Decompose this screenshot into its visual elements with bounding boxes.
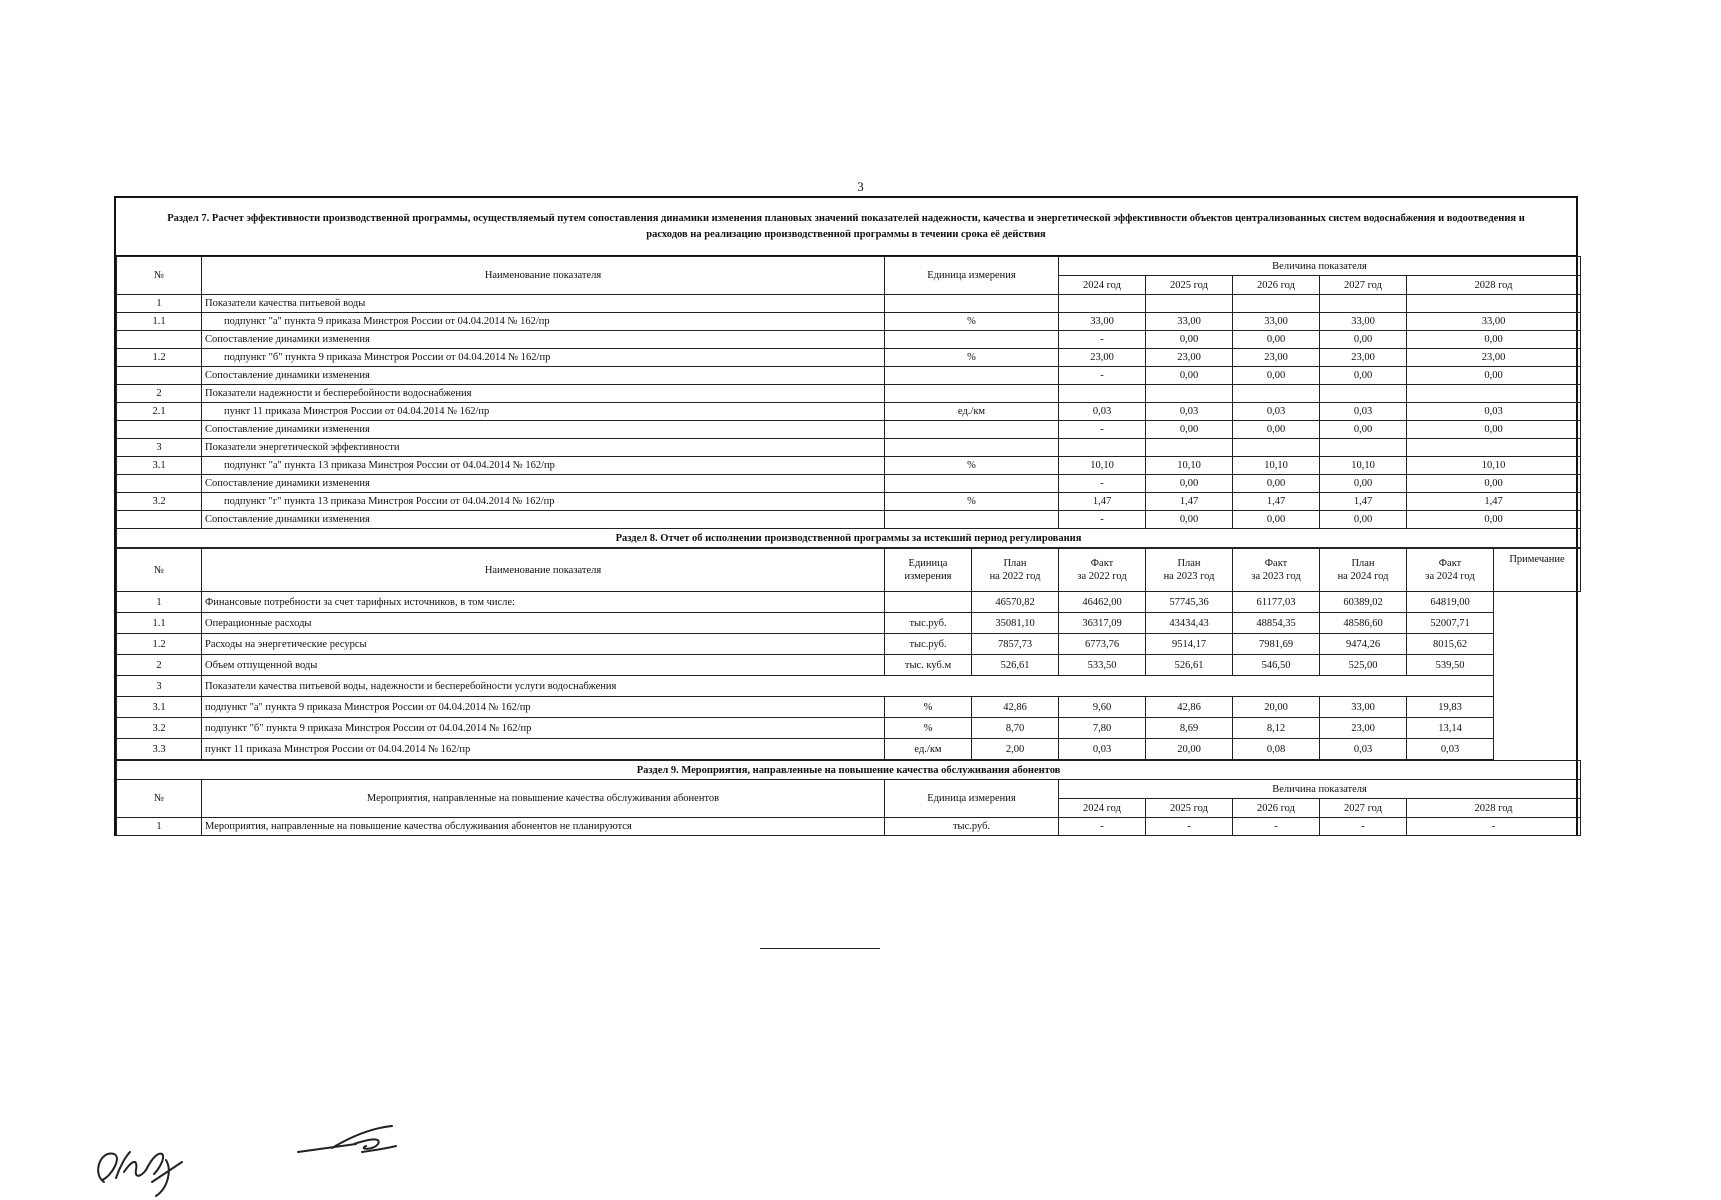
row-unit: % [885,313,1059,331]
table-row [117,493,1581,511]
row-value: 7,80 [1059,718,1146,739]
header-fact-2022: Факт за 2022 год [1059,549,1146,592]
section8-title: Раздел 8. Отчет об исполнении производственной программы за истекший период регулирования [117,529,1581,548]
row-name: Мероприятия, направленные на повышение качества обслуживания абонентов не планируются [202,818,885,836]
header-year: 2027 год [1320,276,1407,295]
row-value: 539,50 [1407,655,1494,676]
row-value: - [1059,331,1146,349]
header-year: 2025 год [1146,799,1233,818]
row-name: Показатели качества питьевой воды [202,295,885,313]
row-value: 0,00 [1233,475,1320,493]
row-unit [885,385,1059,403]
row-num: 2 [117,655,202,676]
row-value: 23,00 [1059,349,1146,367]
header-note: Примечание [1494,549,1581,592]
row-value: 33,00 [1320,697,1407,718]
row-value: 0,00 [1407,367,1581,385]
row-value [1059,295,1146,313]
row-name: подпункт "а" пункта 9 приказа Минстроя России от 04.04.2014 № 162/пр [202,697,885,718]
row-value: - [1407,818,1581,836]
row-value: 23,00 [1407,349,1581,367]
row-value: 60389,02 [1320,592,1407,613]
table-row [117,349,1581,367]
row-value: 0,00 [1146,331,1233,349]
row-value: 23,00 [1320,718,1407,739]
row-value: 10,10 [1059,457,1146,475]
row-value [1059,439,1146,457]
row-value: - [1059,475,1146,493]
header-plan-2022: План на 2022 год [972,549,1059,592]
header-fact-2023: Факт за 2023 год [1233,549,1320,592]
row-num [117,367,202,385]
row-value: 8,12 [1233,718,1320,739]
row-name: Финансовые потребности за счет тарифных источников, в том числе: [202,592,885,613]
row-value: 46462,00 [1059,592,1146,613]
header-num: № [117,549,202,592]
row-value [1146,295,1233,313]
row-value: 0,00 [1320,475,1407,493]
row-value: 0,08 [1233,739,1320,760]
row-value: 13,14 [1407,718,1494,739]
table-row [117,739,1581,760]
row-name: подпункт "а" пункта 13 приказа Минстроя России от 04.04.2014 № 162/пр [202,457,885,475]
table-row [117,655,1581,676]
row-name: Показатели качества питьевой воды, надежности и бесперебойности услуги водоснабжения [202,676,1494,697]
row-name: Сопоставление динамики изменения [202,421,885,439]
row-value: 0,00 [1146,367,1233,385]
table-row [117,385,1581,403]
row-value [1320,439,1407,457]
page-number: 3 [857,179,864,194]
row-value: - [1059,367,1146,385]
row-value: 33,00 [1146,313,1233,331]
header-unit: Единица измерения [885,549,972,592]
handwritten-signature-right [292,1122,412,1162]
row-value: 9474,26 [1320,634,1407,655]
row-unit: тыс.руб. [885,634,972,655]
table-row [117,331,1581,349]
row-value: 0,00 [1407,331,1581,349]
row-value: 57745,36 [1146,592,1233,613]
row-num: 1 [117,818,202,836]
header-unit: Единица измерения [885,257,1059,295]
row-unit: % [885,349,1059,367]
row-unit: тыс.руб. [885,818,1059,836]
row-value: 6773,76 [1059,634,1146,655]
row-value: 43434,43 [1146,613,1233,634]
row-value: - [1059,511,1146,529]
table-row [117,697,1581,718]
row-unit [885,439,1059,457]
row-unit [885,367,1059,385]
row-value: 48854,35 [1233,613,1320,634]
row-unit [885,331,1059,349]
row-unit: % [885,718,972,739]
row-value [1407,439,1581,457]
row-value: 546,50 [1233,655,1320,676]
row-name: Расходы на энергетические ресурсы [202,634,885,655]
header-value: Величина показателя [1059,257,1581,276]
table-row [117,676,1581,697]
row-value: 1,47 [1320,493,1407,511]
row-value [1146,439,1233,457]
row-value: 52007,71 [1407,613,1494,634]
row-value: 10,10 [1320,457,1407,475]
row-name: Показатели надежности и бесперебойности водоснабжения [202,385,885,403]
row-value: 20,00 [1233,697,1320,718]
table-row [117,367,1581,385]
row-value: 61177,03 [1233,592,1320,613]
row-value: - [1059,421,1146,439]
row-value: 7857,73 [972,634,1059,655]
row-value: 0,03 [1320,739,1407,760]
header-plan-2024: План на 2024 год [1320,549,1407,592]
row-value: 526,61 [1146,655,1233,676]
row-value: 1,47 [1059,493,1146,511]
row-name: подпункт "б" пункта 9 приказа Минстроя России от 04.04.2014 № 162/пр [202,718,885,739]
header-unit: Единица измерения [885,780,1059,818]
row-value: 0,03 [1407,739,1494,760]
header-value: Величина показателя [1059,780,1581,799]
header-name: Наименование показателя [202,549,885,592]
header-year: 2028 год [1407,799,1581,818]
row-num [117,331,202,349]
row-value: 19,83 [1407,697,1494,718]
row-value: 0,00 [1146,475,1233,493]
row-unit: тыс.руб. [885,613,972,634]
row-value [1233,385,1320,403]
row-value: 10,10 [1407,457,1581,475]
row-name: Сопоставление динамики изменения [202,511,885,529]
row-value: 0,03 [1146,403,1233,421]
row-value: 0,03 [1059,403,1146,421]
row-name: Операционные расходы [202,613,885,634]
row-value: 0,00 [1320,421,1407,439]
row-name: подпункт "г" пункта 13 приказа Минстроя России от 04.04.2014 № 162/пр [202,493,885,511]
row-value: 0,03 [1407,403,1581,421]
row-value: 48586,60 [1320,613,1407,634]
row-value: 2,00 [972,739,1059,760]
row-value: 33,00 [1407,313,1581,331]
row-value: 0,03 [1233,403,1320,421]
row-value [1146,385,1233,403]
row-num: 1.2 [117,634,202,655]
row-value: 9514,17 [1146,634,1233,655]
row-value [1233,295,1320,313]
row-value: - [1059,818,1146,836]
row-value: 8015,62 [1407,634,1494,655]
header-year: 2026 год [1233,276,1320,295]
row-value: 35081,10 [972,613,1059,634]
table-row [117,421,1581,439]
row-value: 33,00 [1233,313,1320,331]
row-num: 3.1 [117,697,202,718]
header-name: Мероприятия, направленные на повышение качества обслуживания абонентов [202,780,885,818]
row-num [117,421,202,439]
row-value: 0,00 [1233,421,1320,439]
row-num: 2 [117,385,202,403]
row-value: 7981,69 [1233,634,1320,655]
row-value: 0,00 [1233,511,1320,529]
row-name: Сопоставление динамики изменения [202,331,885,349]
row-unit [885,511,1059,529]
row-value [1407,295,1581,313]
row-unit [885,295,1059,313]
row-value: 42,86 [1146,697,1233,718]
row-value: 0,00 [1320,367,1407,385]
row-num: 3.2 [117,718,202,739]
header-year: 2024 год [1059,799,1146,818]
row-value: 33,00 [1320,313,1407,331]
row-unit: % [885,493,1059,511]
row-value: 10,10 [1146,457,1233,475]
row-name: подпункт "б" пункта 9 приказа Минстроя России от 04.04.2014 № 162/пр [202,349,885,367]
row-value: 64819,00 [1407,592,1494,613]
table-row [117,457,1581,475]
row-unit: ед./км [885,739,972,760]
row-value: 0,03 [1059,739,1146,760]
header-year: 2024 год [1059,276,1146,295]
row-name: Объем отпущенной воды [202,655,885,676]
section9-title: Раздел 9. Мероприятия, направленные на повышение качества обслуживания абонентов [117,761,1581,780]
section7-title: Раздел 7. Расчет эффективности производственной программы, осуществляемый путем сопоставления динамики изменения плановых значений показателей надежности, качества и энергетической эффективности объектов централизованных систем водоснабжения и водоотведения и расходов на реализацию производственной программы в течении срока её действия [116,198,1576,256]
header-num: № [117,780,202,818]
header-year: 2028 год [1407,276,1581,295]
row-num: 1 [117,295,202,313]
table-row [117,613,1581,634]
row-unit [885,421,1059,439]
table-row [117,718,1581,739]
row-unit [885,592,972,613]
row-value [1320,295,1407,313]
row-unit: ед./км [885,403,1059,421]
row-num: 3.2 [117,493,202,511]
header-year: 2025 год [1146,276,1233,295]
row-name: Сопоставление динамики изменения [202,475,885,493]
row-value: 23,00 [1320,349,1407,367]
row-value: 526,61 [972,655,1059,676]
row-num: 1.2 [117,349,202,367]
section7-table [116,256,1581,548]
row-num: 3 [117,676,202,697]
footer-divider [760,948,880,949]
row-name: подпункт "а" пункта 9 приказа Минстроя России от 04.04.2014 № 162/пр [202,313,885,331]
table-row [117,511,1581,529]
section8-table [116,548,1581,760]
row-value: 1,47 [1407,493,1581,511]
row-unit [885,475,1059,493]
row-num: 3.3 [117,739,202,760]
row-unit: % [885,697,972,718]
table-row [117,592,1581,613]
row-value: - [1320,818,1407,836]
section9-table [116,760,1581,836]
row-unit: % [885,457,1059,475]
header-plan-2023: План на 2023 год [1146,549,1233,592]
row-value: 1,47 [1233,493,1320,511]
row-num [117,475,202,493]
row-value: 9,60 [1059,697,1146,718]
header-year: 2027 год [1320,799,1407,818]
row-value: 10,10 [1233,457,1320,475]
row-value: - [1146,818,1233,836]
table-row [117,313,1581,331]
row-value: 0,00 [1320,511,1407,529]
row-value: 0,00 [1233,331,1320,349]
row-num: 1.1 [117,613,202,634]
row-value: 0,00 [1233,367,1320,385]
row-value: 36317,09 [1059,613,1146,634]
row-value: 8,70 [972,718,1059,739]
row-value: - [1233,818,1320,836]
row-value [1059,385,1146,403]
row-name: пункт 11 приказа Минстроя России от 04.04.2014 № 162/пр [202,403,885,421]
table-row [117,475,1581,493]
row-value: 0,03 [1320,403,1407,421]
row-num [117,511,202,529]
row-value: 8,69 [1146,718,1233,739]
row-value: 23,00 [1233,349,1320,367]
table-row [117,634,1581,655]
header-num: № [117,257,202,295]
row-value [1407,385,1581,403]
row-value: 0,00 [1407,421,1581,439]
header-fact-2024: Факт за 2024 год [1407,549,1494,592]
row-name: Показатели энергетической эффективности [202,439,885,457]
row-unit: тыс. куб.м [885,655,972,676]
table-row [117,818,1581,836]
document-table-frame [114,196,1578,836]
row-value: 525,00 [1320,655,1407,676]
row-value: 20,00 [1146,739,1233,760]
row-num: 3.1 [117,457,202,475]
row-value: 23,00 [1146,349,1233,367]
row-value [1233,439,1320,457]
handwritten-signature-left [86,1130,206,1200]
row-value: 46570,82 [972,592,1059,613]
table-row [117,439,1581,457]
row-num: 3 [117,439,202,457]
row-num: 1.1 [117,313,202,331]
row-value: 0,00 [1407,475,1581,493]
row-value: 0,00 [1320,331,1407,349]
table-row [117,295,1581,313]
table-row [117,403,1581,421]
row-value: 533,50 [1059,655,1146,676]
row-value: 33,00 [1059,313,1146,331]
row-value: 0,00 [1407,511,1581,529]
row-value: 1,47 [1146,493,1233,511]
row-name: Сопоставление динамики изменения [202,367,885,385]
row-value [1320,385,1407,403]
row-value: 0,00 [1146,421,1233,439]
row-value: 0,00 [1146,511,1233,529]
row-num: 1 [117,592,202,613]
row-value: 42,86 [972,697,1059,718]
row-num: 2.1 [117,403,202,421]
header-year: 2026 год [1233,799,1320,818]
header-name: Наименование показателя [202,257,885,295]
row-name: пункт 11 приказа Минстроя России от 04.04.2014 № 162/пр [202,739,885,760]
